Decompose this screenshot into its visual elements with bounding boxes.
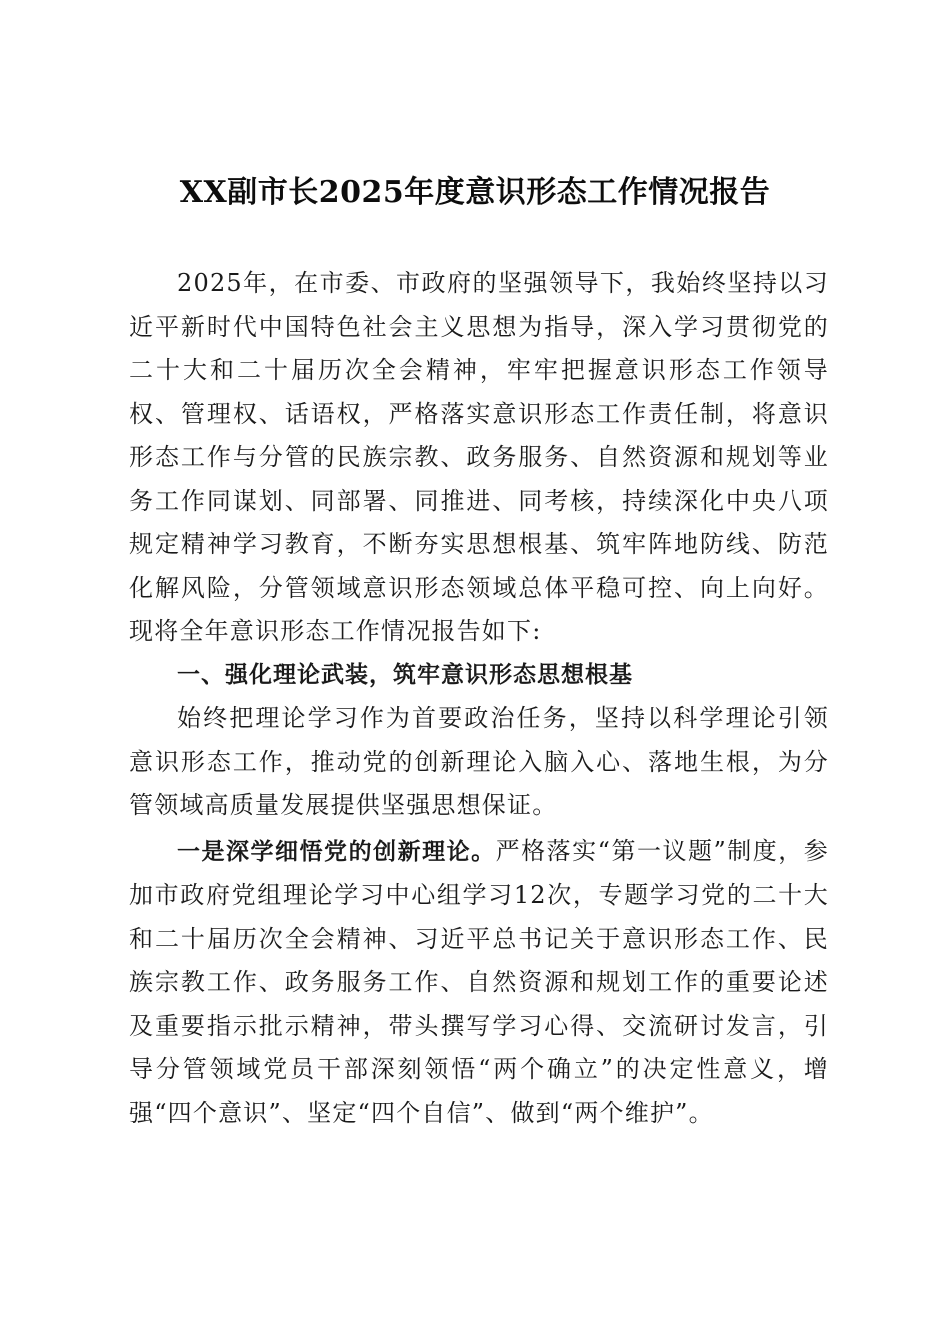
section-summary-paragraph: 始终把理论学习作为首要政治任务，坚持以科学理论引领意识形态工作，推动党的创新理论入脑入心、落地生根，为分管领域高质量发展提供坚强思想保证。 <box>129 704 829 819</box>
point-paragraph <box>129 830 829 1136</box>
section-heading: 一、强化理论武装，筑牢意识形态思想根基 <box>177 661 633 688</box>
intro-paragraph: 2025年，在市委、市政府的坚强领导下，我始终坚持以习近平新时代中国特色社会主义思想为指导，深入学习贯彻党的二十大和二十届历次全会精神，牢牢把握意识形态工作领导权、管理权、话语权，严格落实意识形态工作责任制，将意识形态工作与分管的民族宗教、政务服务、自然资源和规划等业务工作同谋划、同部署、同推进、同考核，持续深化中央八项规定精神学习教育，不断夯实思想根基、筑牢阵地防线、防范化解风险，分管领域意识形态领域总体平稳可控、向上向好。现将全年意识形态工作情况报告如下: <box>129 269 829 645</box>
point-text: 严格落实“第一议题”制度，参加市政府党组理论学习中心组学习12次，专题学习党的二十大和二十届历次全会精神、习近平总书记关于意识形态工作、民族宗教工作、政务服务工作、自然资源和规划工作的重要论述及重要指示批示精神，带头撰写学习心得、交流研讨发言，引导分管领域党员干部深刻领悟“两个确立”的决定性意义，增强“四个意识”、坚定“四个自信”、做到“两个维护”。 <box>129 836 829 1127</box>
point-lead: 一是深学细悟党的创新理论。 <box>177 838 496 865</box>
document-title: XX副市长2025年度意识形态工作情况报告 <box>179 175 771 210</box>
document-body <box>129 262 829 1135</box>
